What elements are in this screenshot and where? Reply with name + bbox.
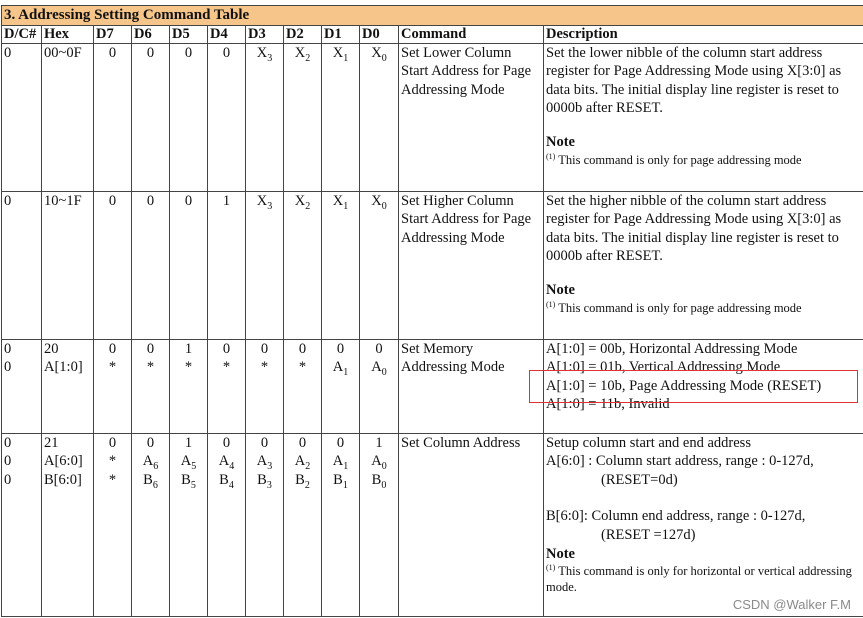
hex-cell <box>42 43 94 191</box>
bit-cell-d0 <box>360 191 399 339</box>
bit-cell-d5 <box>170 191 208 339</box>
bit-cell-d5 <box>170 339 208 433</box>
bit-value: $X_0$ <box>371 44 387 64</box>
header-d7: D7 <box>94 25 132 43</box>
watermark: CSDN @Walker F.M <box>732 597 851 612</box>
bit-value: 0 <box>108 340 117 357</box>
bit-value: 0 <box>260 434 269 451</box>
bit-value: 0 <box>375 340 383 357</box>
description-intro: Setup column start and end address <box>546 434 751 451</box>
spacer <box>546 489 861 507</box>
bit-cell-d4 <box>208 191 246 339</box>
end-address-reset: (RESET =127d) <box>601 526 696 543</box>
bit-cell-d2 <box>284 191 322 339</box>
hex-cell <box>42 433 94 616</box>
bit-value: 0 <box>146 192 155 209</box>
bit-value: $A_3$ <box>256 453 273 473</box>
bit-value: $B_4$ <box>219 471 234 491</box>
bit-value: 0 <box>298 434 307 451</box>
bit-cell-d0 <box>360 43 399 191</box>
bit-cell-d3 <box>246 191 284 339</box>
note-text <box>546 152 861 168</box>
note-title: Note <box>546 133 575 150</box>
mode-option: A[1:0] = 00b, Horizontal Addressing Mode <box>546 340 798 357</box>
header-hex: Hex <box>42 25 94 43</box>
command-cell <box>399 43 544 191</box>
bit-value: $B_2$ <box>295 471 310 491</box>
bit-cell-d4 <box>208 43 246 191</box>
bit-value: 0 <box>108 44 117 61</box>
bit-cell-d3 <box>246 43 284 191</box>
command-cell <box>399 433 544 616</box>
end-address-desc: B[6:0]: Column end address, range : 0-127d, <box>546 508 806 525</box>
bit-value: 1 <box>184 434 193 451</box>
command-text: Set Higher Column Start Address for Page Addressing Mode <box>401 192 532 246</box>
note-footnote-marker: (1) <box>546 299 556 309</box>
hex-value: 10~1F <box>44 192 82 209</box>
dc-cell <box>2 43 42 191</box>
bit-value: $A_6$ <box>142 453 159 473</box>
header-row <box>2 25 863 43</box>
bit-value: $B_0$ <box>371 471 387 491</box>
bit-cell-d2 <box>284 43 322 191</box>
header-d6: D6 <box>132 25 170 43</box>
hex-value: 00~0F <box>44 44 82 61</box>
bit-cell-d5 <box>170 433 208 616</box>
header-d4: D4 <box>208 25 246 43</box>
bit-cell-d7 <box>94 191 132 339</box>
header-dc: D/C# <box>2 25 42 43</box>
bit-cell-d2 <box>284 339 322 433</box>
bit-value: 0 <box>108 192 117 209</box>
bit-value: * <box>260 359 269 376</box>
description-cell <box>544 43 863 191</box>
bit-cell-d1 <box>322 43 360 191</box>
bit-value: 0 <box>222 44 231 61</box>
bit-cell-d3 <box>246 339 284 433</box>
bit-value: 0 <box>222 340 231 357</box>
bit-cell-d1 <box>322 191 360 339</box>
bit-value: 0 <box>298 340 307 357</box>
bit-value: 0 <box>260 340 269 357</box>
dc-value: 0 <box>4 340 12 357</box>
bit-value: * <box>108 359 117 376</box>
bit-value: 0 <box>336 340 345 357</box>
bit-value: $A_4$ <box>218 453 235 473</box>
hex-cell <box>42 339 94 433</box>
bit-value: * <box>108 471 117 488</box>
bit-value: * <box>298 359 307 376</box>
bit-cell-d6 <box>132 43 170 191</box>
bit-value: $X_2$ <box>294 44 311 64</box>
note-body: This command is only for page addressing mode <box>558 152 802 167</box>
highlight-box <box>529 370 858 403</box>
bit-value: 0 <box>108 434 117 451</box>
bit-cell-d7 <box>94 433 132 616</box>
header-d0: D0 <box>360 25 399 43</box>
hex-value: B[6:0] <box>44 471 82 488</box>
start-address-reset: (RESET=0d) <box>601 471 678 488</box>
dc-value: 0 <box>4 434 12 451</box>
bit-value: 0 <box>222 434 231 451</box>
bit-cell-d7 <box>94 339 132 433</box>
bit-value: $B_6$ <box>143 471 158 491</box>
bit-value: $A_0$ <box>371 359 387 379</box>
bit-value: * <box>222 359 231 376</box>
mode-option: A[1:0] = 01b, Vertical Addressing Mode <box>546 359 781 376</box>
bit-cell-d7 <box>94 43 132 191</box>
table-row <box>2 43 863 191</box>
dc-cell <box>2 433 42 616</box>
bit-value: 0 <box>184 192 193 209</box>
command-text: Set Lower Column Start Address for Page Addressing Mode <box>401 44 532 98</box>
hex-value: A[1:0] <box>44 359 83 376</box>
bit-value: * <box>184 359 193 376</box>
bit-value: 0 <box>146 434 155 451</box>
bit-cell-d0 <box>360 339 399 433</box>
description-text: Set the higher nibble of the column start address register for Page Addressing Mode using X[3:0] as data bits. The initial display line register is reset to 0000b after RESET. <box>546 192 842 265</box>
bit-value: $X_0$ <box>371 192 387 212</box>
table-title-row <box>2 6 863 26</box>
bit-value: 0 <box>146 340 155 357</box>
bit-value: $A_2$ <box>294 453 311 473</box>
note-footnote-marker: (1) <box>546 563 556 572</box>
bit-cell-d1 <box>322 339 360 433</box>
bit-cell-d5 <box>170 43 208 191</box>
command-text: Set Column Address <box>401 434 521 451</box>
bit-value: $X_3$ <box>256 192 273 212</box>
bit-cell-d6 <box>132 191 170 339</box>
bit-value: 1 <box>222 192 231 209</box>
bit-value: $A_1$ <box>332 359 349 379</box>
header-description: Description <box>544 25 863 43</box>
dc-value: 0 <box>4 359 12 376</box>
bit-value: $A_0$ <box>371 453 387 473</box>
bit-cell-d0 <box>360 433 399 616</box>
bit-value: 1 <box>375 434 383 451</box>
bit-value: $X_2$ <box>294 192 311 212</box>
note-title: Note <box>546 281 575 298</box>
hex-value: 21 <box>44 434 59 451</box>
header-d1: D1 <box>322 25 360 43</box>
bit-cell-d3 <box>246 433 284 616</box>
bit-cell-d4 <box>208 433 246 616</box>
note-body: This command is only for horizontal or vertical addressing mode. <box>546 564 852 595</box>
bit-value: $X_1$ <box>332 44 349 64</box>
bit-cell-d4 <box>208 339 246 433</box>
bit-cell-d2 <box>284 433 322 616</box>
description-cell <box>544 433 863 616</box>
bit-value: 1 <box>184 340 193 357</box>
description-cell <box>544 191 863 339</box>
dc-value: 0 <box>4 453 12 470</box>
mode-option: A[1:0] = 11b, Invalid <box>546 396 670 413</box>
start-address-desc: A[6:0] : Column start address, range : 0-127d, <box>546 453 814 470</box>
header-command: Command <box>399 25 544 43</box>
bit-value: * <box>108 453 117 470</box>
bit-value: $A_5$ <box>180 453 197 473</box>
bit-cell-d6 <box>132 339 170 433</box>
bit-value: $B_1$ <box>333 471 348 491</box>
bit-value: $B_3$ <box>257 471 272 491</box>
table-row <box>2 191 863 339</box>
dc-value: 0 <box>4 471 12 488</box>
note-footnote-marker: (1) <box>546 151 556 161</box>
bit-value: $B_5$ <box>181 471 196 491</box>
command-cell <box>399 191 544 339</box>
note-body: This command is only for page addressing mode <box>558 300 802 315</box>
addressing-command-table <box>1 5 863 617</box>
description-text: Set the lower nibble of the column start address register for Page Addressing Mode using X[3:0] as data bits. The initial display line register is reset to 0000b after RESET. <box>546 44 842 117</box>
header-d3: D3 <box>246 25 284 43</box>
hex-value: A[6:0] <box>44 453 83 470</box>
dc-value: 0 <box>4 192 12 209</box>
mode-option-highlighted: A[1:0] = 10b, Page Addressing Mode (RESET) <box>546 377 822 394</box>
dc-cell <box>2 339 42 433</box>
command-text: Set Memory Addressing Mode <box>401 340 505 376</box>
note-title: Note <box>546 545 575 562</box>
bit-cell-d6 <box>132 433 170 616</box>
bit-cell-d1 <box>322 433 360 616</box>
dc-value: 0 <box>4 44 12 61</box>
header-d2: D2 <box>284 25 322 43</box>
command-cell <box>399 339 544 433</box>
bit-value: 0 <box>184 44 193 61</box>
note-text <box>546 300 861 316</box>
table-row <box>2 433 863 616</box>
bit-value: $A_1$ <box>332 453 349 473</box>
table-title: 3. Addressing Setting Command Table <box>2 6 863 26</box>
note-text <box>546 563 861 595</box>
bit-value: $X_3$ <box>256 44 273 64</box>
bit-value: * <box>146 359 155 376</box>
bit-value: $X_1$ <box>332 192 349 212</box>
header-d5: D5 <box>170 25 208 43</box>
hex-cell <box>42 191 94 339</box>
bit-value: 0 <box>146 44 155 61</box>
bit-value: 0 <box>336 434 345 451</box>
dc-cell <box>2 191 42 339</box>
hex-value: 20 <box>44 340 59 357</box>
